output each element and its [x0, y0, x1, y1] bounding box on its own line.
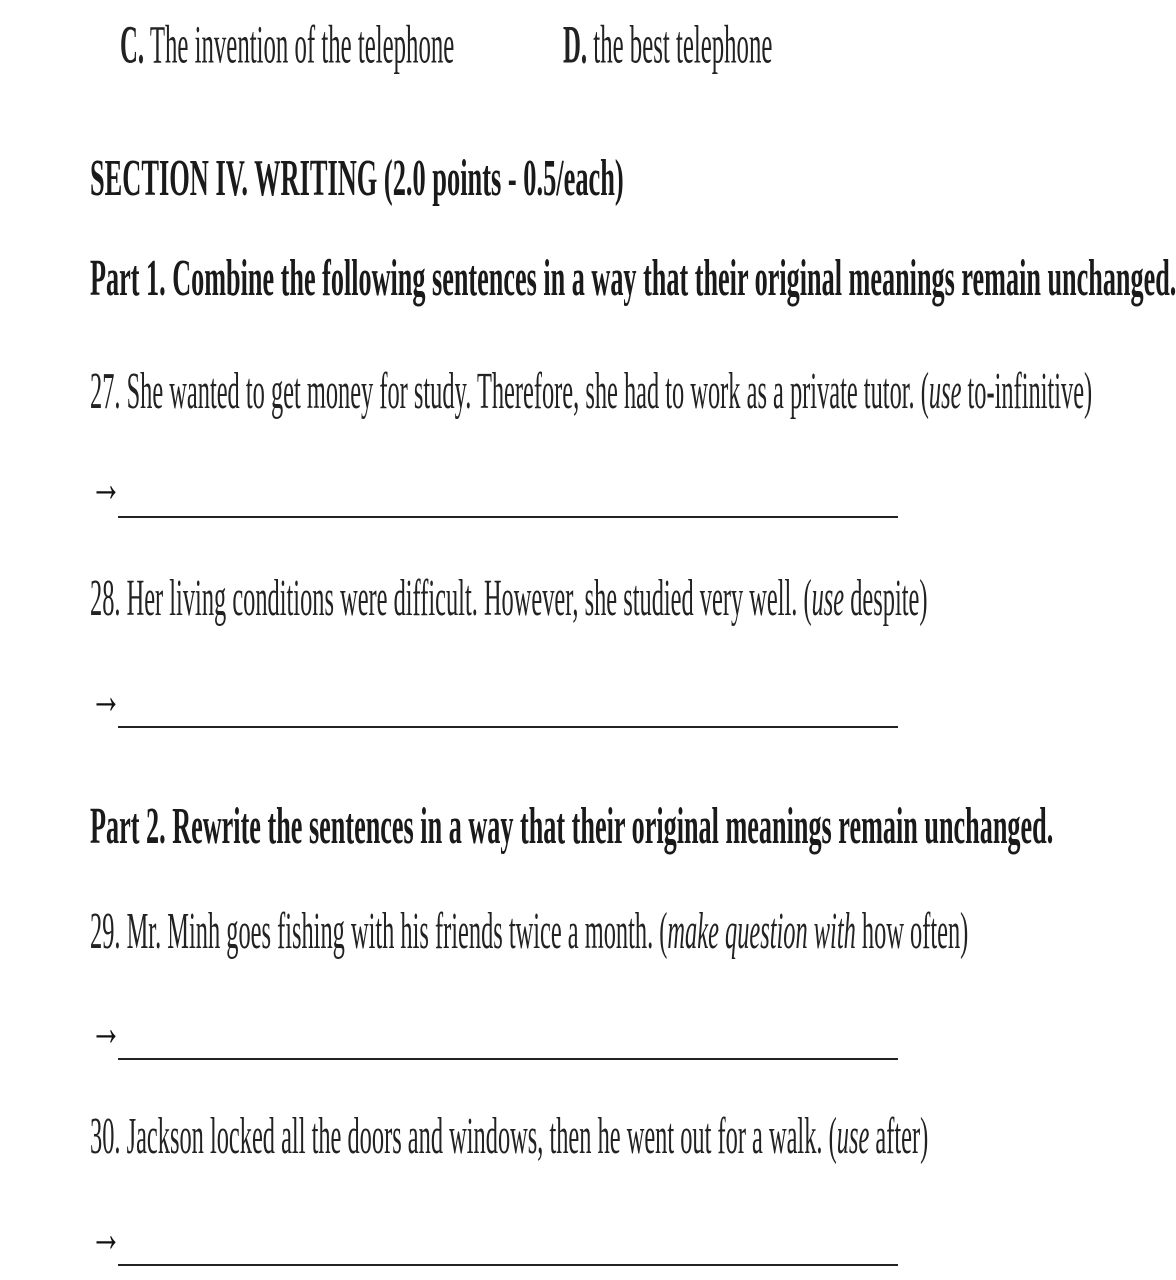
option-c[interactable]	[120, 13, 455, 75]
question-text: She wanted to get money for study. Therefore, she had to work as a private tutor.	[126, 361, 915, 420]
answer-field-30[interactable]	[120, 1228, 900, 1264]
option-c-letter: C.	[120, 13, 145, 75]
answer-line-28	[118, 726, 898, 728]
question-hint-rest: how often)	[855, 901, 969, 960]
question-29	[90, 901, 969, 960]
answer-arrow-icon: →	[90, 1204, 122, 1263]
answer-line-27	[118, 516, 898, 518]
question-30	[90, 1106, 929, 1165]
option-d-letter: D.	[563, 13, 588, 75]
part1-title: Part 1. Combine the following sentences in a way that their original meanings remain unchanged.	[90, 248, 1176, 307]
question-28	[90, 568, 928, 627]
option-c-text: The invention of the telephone	[144, 13, 455, 75]
question-number: 27.	[90, 361, 121, 420]
answer-field-28[interactable]	[120, 690, 900, 726]
question-hint-italic: use	[811, 568, 845, 627]
question-hint-open: (	[659, 901, 668, 960]
question-text: Her living conditions were difficult. However, she studied very well.	[126, 568, 798, 627]
question-hint-open: (	[803, 568, 812, 627]
answer-arrow-icon: →	[90, 998, 122, 1057]
question-hint-italic: make question with	[667, 901, 856, 960]
answer-arrow-icon: →	[90, 454, 122, 513]
answer-line-29	[118, 1058, 898, 1060]
answer-line-30	[118, 1264, 898, 1266]
question-27	[90, 361, 1093, 420]
question-hint-rest: to-infinitive)	[961, 361, 1093, 420]
section-title: SECTION IV. WRITING (2.0 points - 0.5/each)	[90, 148, 624, 207]
question-hint-rest: despite)	[844, 568, 928, 627]
question-text: Jackson locked all the doors and windows, then he went out for a walk.	[126, 1106, 823, 1165]
question-number: 28.	[90, 568, 121, 627]
question-hint-italic: use	[928, 361, 962, 420]
question-hint-italic: use	[836, 1106, 870, 1165]
question-hint-open: (	[920, 361, 929, 420]
answer-arrow-icon: →	[90, 666, 122, 725]
question-number: 29.	[90, 901, 121, 960]
question-number: 30.	[90, 1106, 121, 1165]
option-d[interactable]	[563, 13, 773, 75]
question-hint-open: (	[828, 1106, 837, 1165]
question-text: Mr. Minh goes fishing with his friends twice a month.	[126, 901, 654, 960]
answer-field-27[interactable]	[120, 480, 900, 516]
part2-title: Part 2. Rewrite the sentences in a way that their original meanings remain unchanged.	[90, 796, 1054, 855]
question-hint-rest: after)	[869, 1106, 929, 1165]
option-d-text: the best telephone	[587, 13, 773, 75]
answer-field-29[interactable]	[120, 1022, 900, 1058]
